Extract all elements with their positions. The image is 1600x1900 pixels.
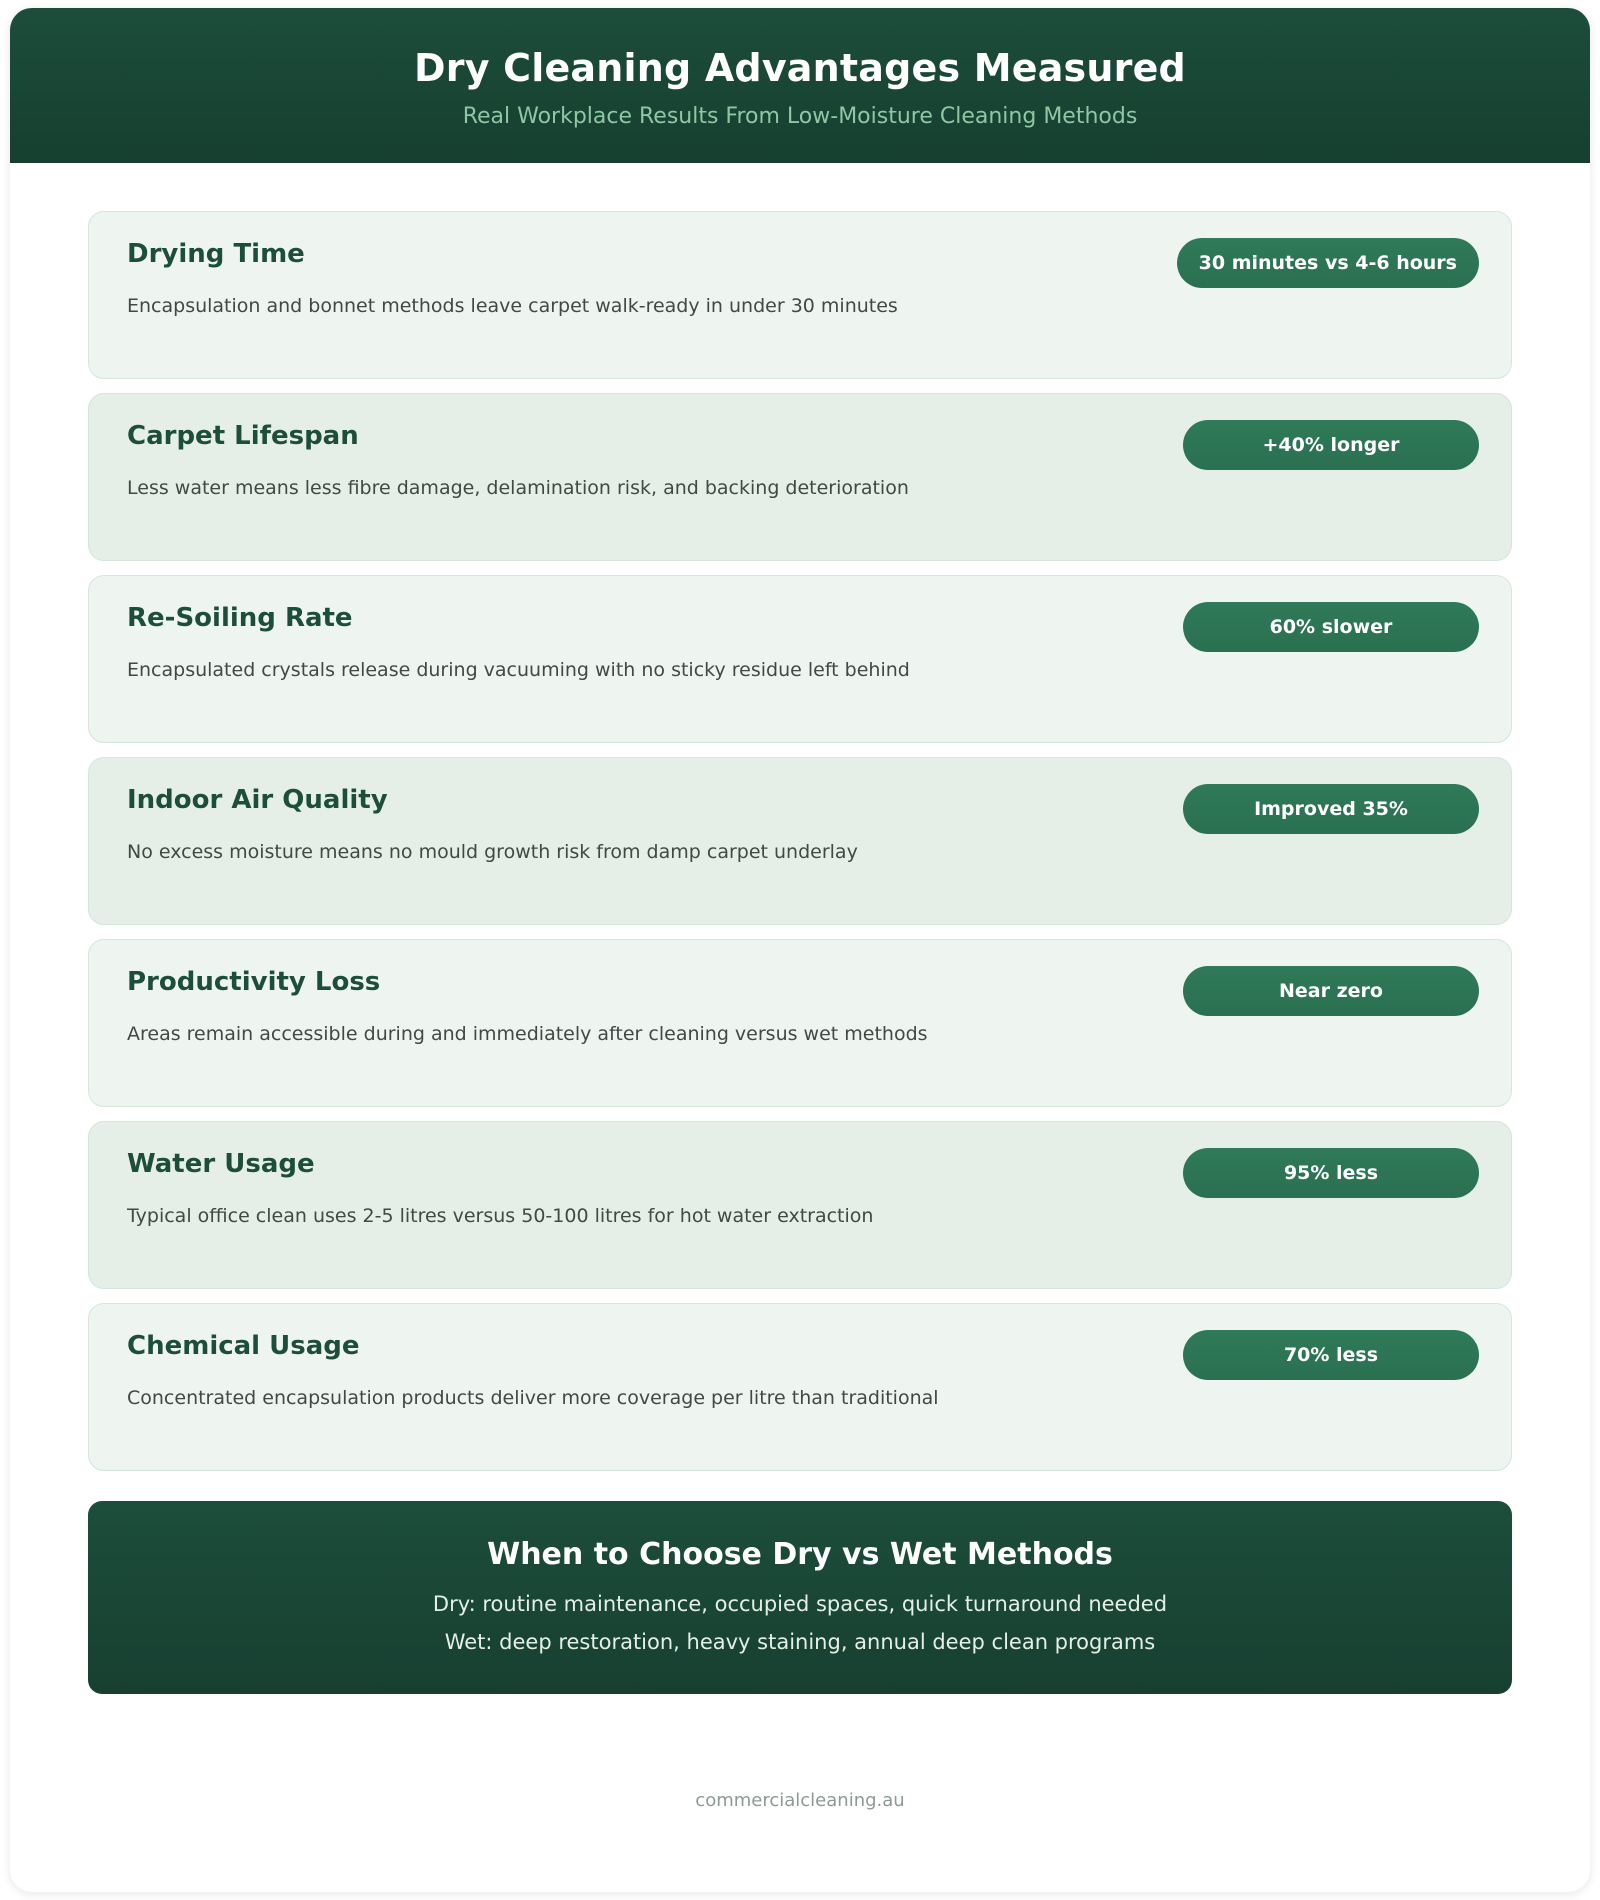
page-subtitle: Real Workplace Results From Low-Moisture Cleaning Methods (462, 103, 1138, 129)
metric-row (88, 575, 1512, 743)
guidance-title: When to Choose Dry vs Wet Methods (487, 1536, 1113, 1572)
metric-badge: Improved 35% (1183, 784, 1479, 834)
guidance-line-dry: Dry: routine maintenance, occupied spaces, quick turnaround needed (432, 1591, 1168, 1616)
metric-badge: 95% less (1183, 1148, 1479, 1198)
metric-title: Water Usage (127, 1148, 315, 1179)
metric-description: Less water means less fibre damage, delamination risk, and backing deterioration (127, 477, 909, 500)
metric-description: Encapsulation and bonnet methods leave carpet walk-ready in under 30 minutes (127, 295, 898, 318)
metric-badge: 70% less (1183, 1330, 1479, 1380)
metric-row (88, 1121, 1512, 1289)
rows-container (10, 163, 1590, 1851)
guidance-panel (88, 1501, 1512, 1694)
metric-description: Typical office clean uses 2-5 litres versus 50-100 litres for hot water extraction (127, 1205, 874, 1228)
metric-description: Concentrated encapsulation products deliver more coverage per litre than traditional (127, 1387, 939, 1410)
metric-title: Indoor Air Quality (127, 784, 388, 815)
metric-title: Re-Soiling Rate (127, 602, 353, 633)
source-attribution: commercialcleaning.au (695, 1789, 905, 1811)
metric-badge: Near zero (1183, 966, 1479, 1016)
metric-description: No excess moisture means no mould growth risk from damp carpet underlay (127, 841, 858, 864)
metric-description: Areas remain accessible during and immediately after cleaning versus wet methods (127, 1023, 928, 1046)
metric-row (88, 393, 1512, 561)
metric-row (88, 1303, 1512, 1471)
header-banner (10, 8, 1590, 163)
metric-row (88, 757, 1512, 925)
metric-row (88, 211, 1512, 379)
metric-title: Drying Time (127, 238, 305, 269)
infographic-card (10, 8, 1590, 1892)
metric-title: Chemical Usage (127, 1330, 360, 1361)
metric-badge: +40% longer (1183, 420, 1479, 470)
metric-row (88, 939, 1512, 1107)
metric-title: Productivity Loss (127, 966, 381, 997)
metric-description: Encapsulated crystals release during vacuuming with no sticky residue left behind (127, 659, 910, 682)
metric-title: Carpet Lifespan (127, 420, 359, 451)
guidance-line-wet: Wet: deep restoration, heavy staining, annual deep clean programs (444, 1629, 1156, 1654)
page-title: Dry Cleaning Advantages Measured (414, 46, 1186, 90)
metric-badge: 60% slower (1183, 602, 1479, 652)
metric-badge: 30 minutes vs 4-6 hours (1177, 238, 1479, 288)
